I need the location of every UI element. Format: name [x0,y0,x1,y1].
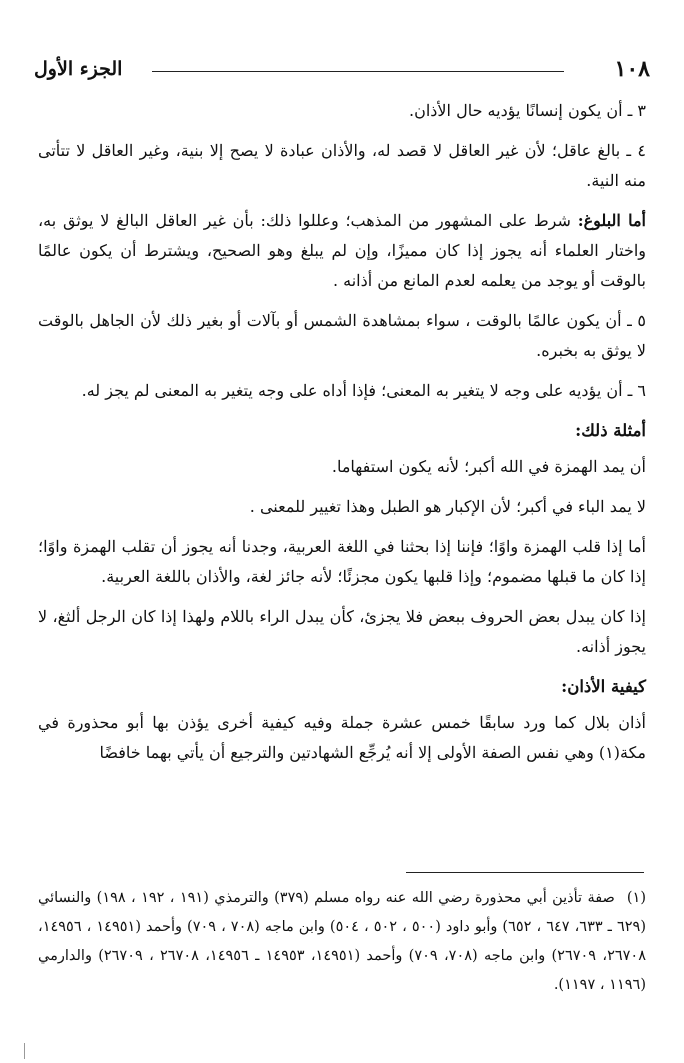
header-rule [152,71,564,72]
running-title: الجزء الأول [34,58,123,80]
footnote-mark: (١) [626,890,647,906]
paragraph-condition-3: ٣ ـ أن يكون إنسانًا يؤديه حال الأذان. [409,101,646,120]
paragraph-condition-4: ٤ ـ بالغ عاقل؛ لأن غير العاقل لا قصد له، والأذان عبادة لا يصح إلا بنية، وغير العاقل لا تتأتى منه النية. [38,141,646,190]
footnote-1 [38,884,646,1000]
footnote-text: صفة تأذين أبي محذورة رضي الله عنه رواه مسلم (٣٧٩) والترمذي (١٩١ ، ١٩٢ ، ١٩٨) والنسائي (٦٢٩ ـ ٦٣٣، ٦٤٧ ، ٦٥٢) وأبو داود (٥٠٠ ، ٥٠٢ ، ٥٠٤) وابن ماجه (٧٠٨ ، ٧٠٩) وأحمد (١٤٩٥١ ، ١٤٩٥٦، ٢٦٧٠٨، ٢٦٧٠٩) وابن ماجه (٧٠٨، ٧٠٩) وأحمد (١٤٩٥١، ١٤٩٥٣ ـ ١٤٩٥٦، ٢٦٧٠٨ ، ٢٦٧٠٩) والدارمي (١١٩٦ ، ١١٩٧). [38,890,647,993]
example-2: لا يمد الباء في أكبر؛ لأن الإكبار هو الطبل وهذا تغيير للمعنى . [249,497,646,516]
paragraph-condition-5: ٥ ـ أن يكون عالمًا بالوقت ، سواء بمشاهدة الشمس أو بآلات أو بغير ذلك لأن الجاهل بالوقت لا يوثق به بخبره. [38,311,647,360]
page-number: ١٠٨ [614,56,650,82]
puberty-text: شرط على المشهور من المذهب؛ وعللوا ذلك: بأن غير العاقل البالغ لا يوثق به، واختار العلماء أنه يجوز إذا كان مميزًا، وإن لم يبلغ وهو الصحيح، ويشترط أن يكون عالمًا بالوقت أو يوجد من يعلمه لعدم المانع من أذانه . [38,211,646,290]
example-1: أن يمد الهمزة في الله أكبر؛ لأنه يكون استفهاما. [331,457,646,476]
paragraph-condition-6: ٦ ـ أن يؤديه على وجه لا يتغير به المعنى؛ فإذا أداه على وجه يتغير به المعنى لم يجز له. [81,381,646,400]
main-text [38,96,646,778]
example-3: أما إذا قلب الهمزة واوًا؛ فإننا إذا بحثنا في اللغة العربية، وجدنا أنه يجوز أن تقلب الهمزة واوًا؛ إذا كان ما قبلها مضموم؛ وإذا قلبها يكون مجزئًا؛ لأنه جائز لغة، والأذان باللغة العربية. [38,537,646,586]
method-text: أذان بلال كما ورد سابقًا خمس عشرة جملة وفيه كيفية أخرى يؤذن بها أبو محذورة في مكة [38,713,647,762]
paragraph-puberty [38,206,646,296]
heading-examples: أمثلة ذلك: [575,421,646,440]
footnote-reference[interactable]: (١) [598,743,621,762]
running-header [34,58,650,88]
page-edge-mark [24,1043,51,1059]
method-text-continued: وهي نفس الصفة الأولى إلا أنه يُرجِّع الشهادتين والترجيع أن يأتي بهما خافضًا [99,743,599,762]
paragraph-adhan-method [38,708,646,768]
footnote-separator [406,872,644,873]
heading-adhan-method: كيفية الأذان: [561,677,646,696]
example-4: إذا كان يبدل بعض الحروف ببعض فلا يجزئ، كأن يبدل الراء باللام ولهذا إذا كان الرجل ألثغ، لا يجوز أذانه. [38,607,646,656]
puberty-lead: أما البلوغ: [577,211,646,230]
